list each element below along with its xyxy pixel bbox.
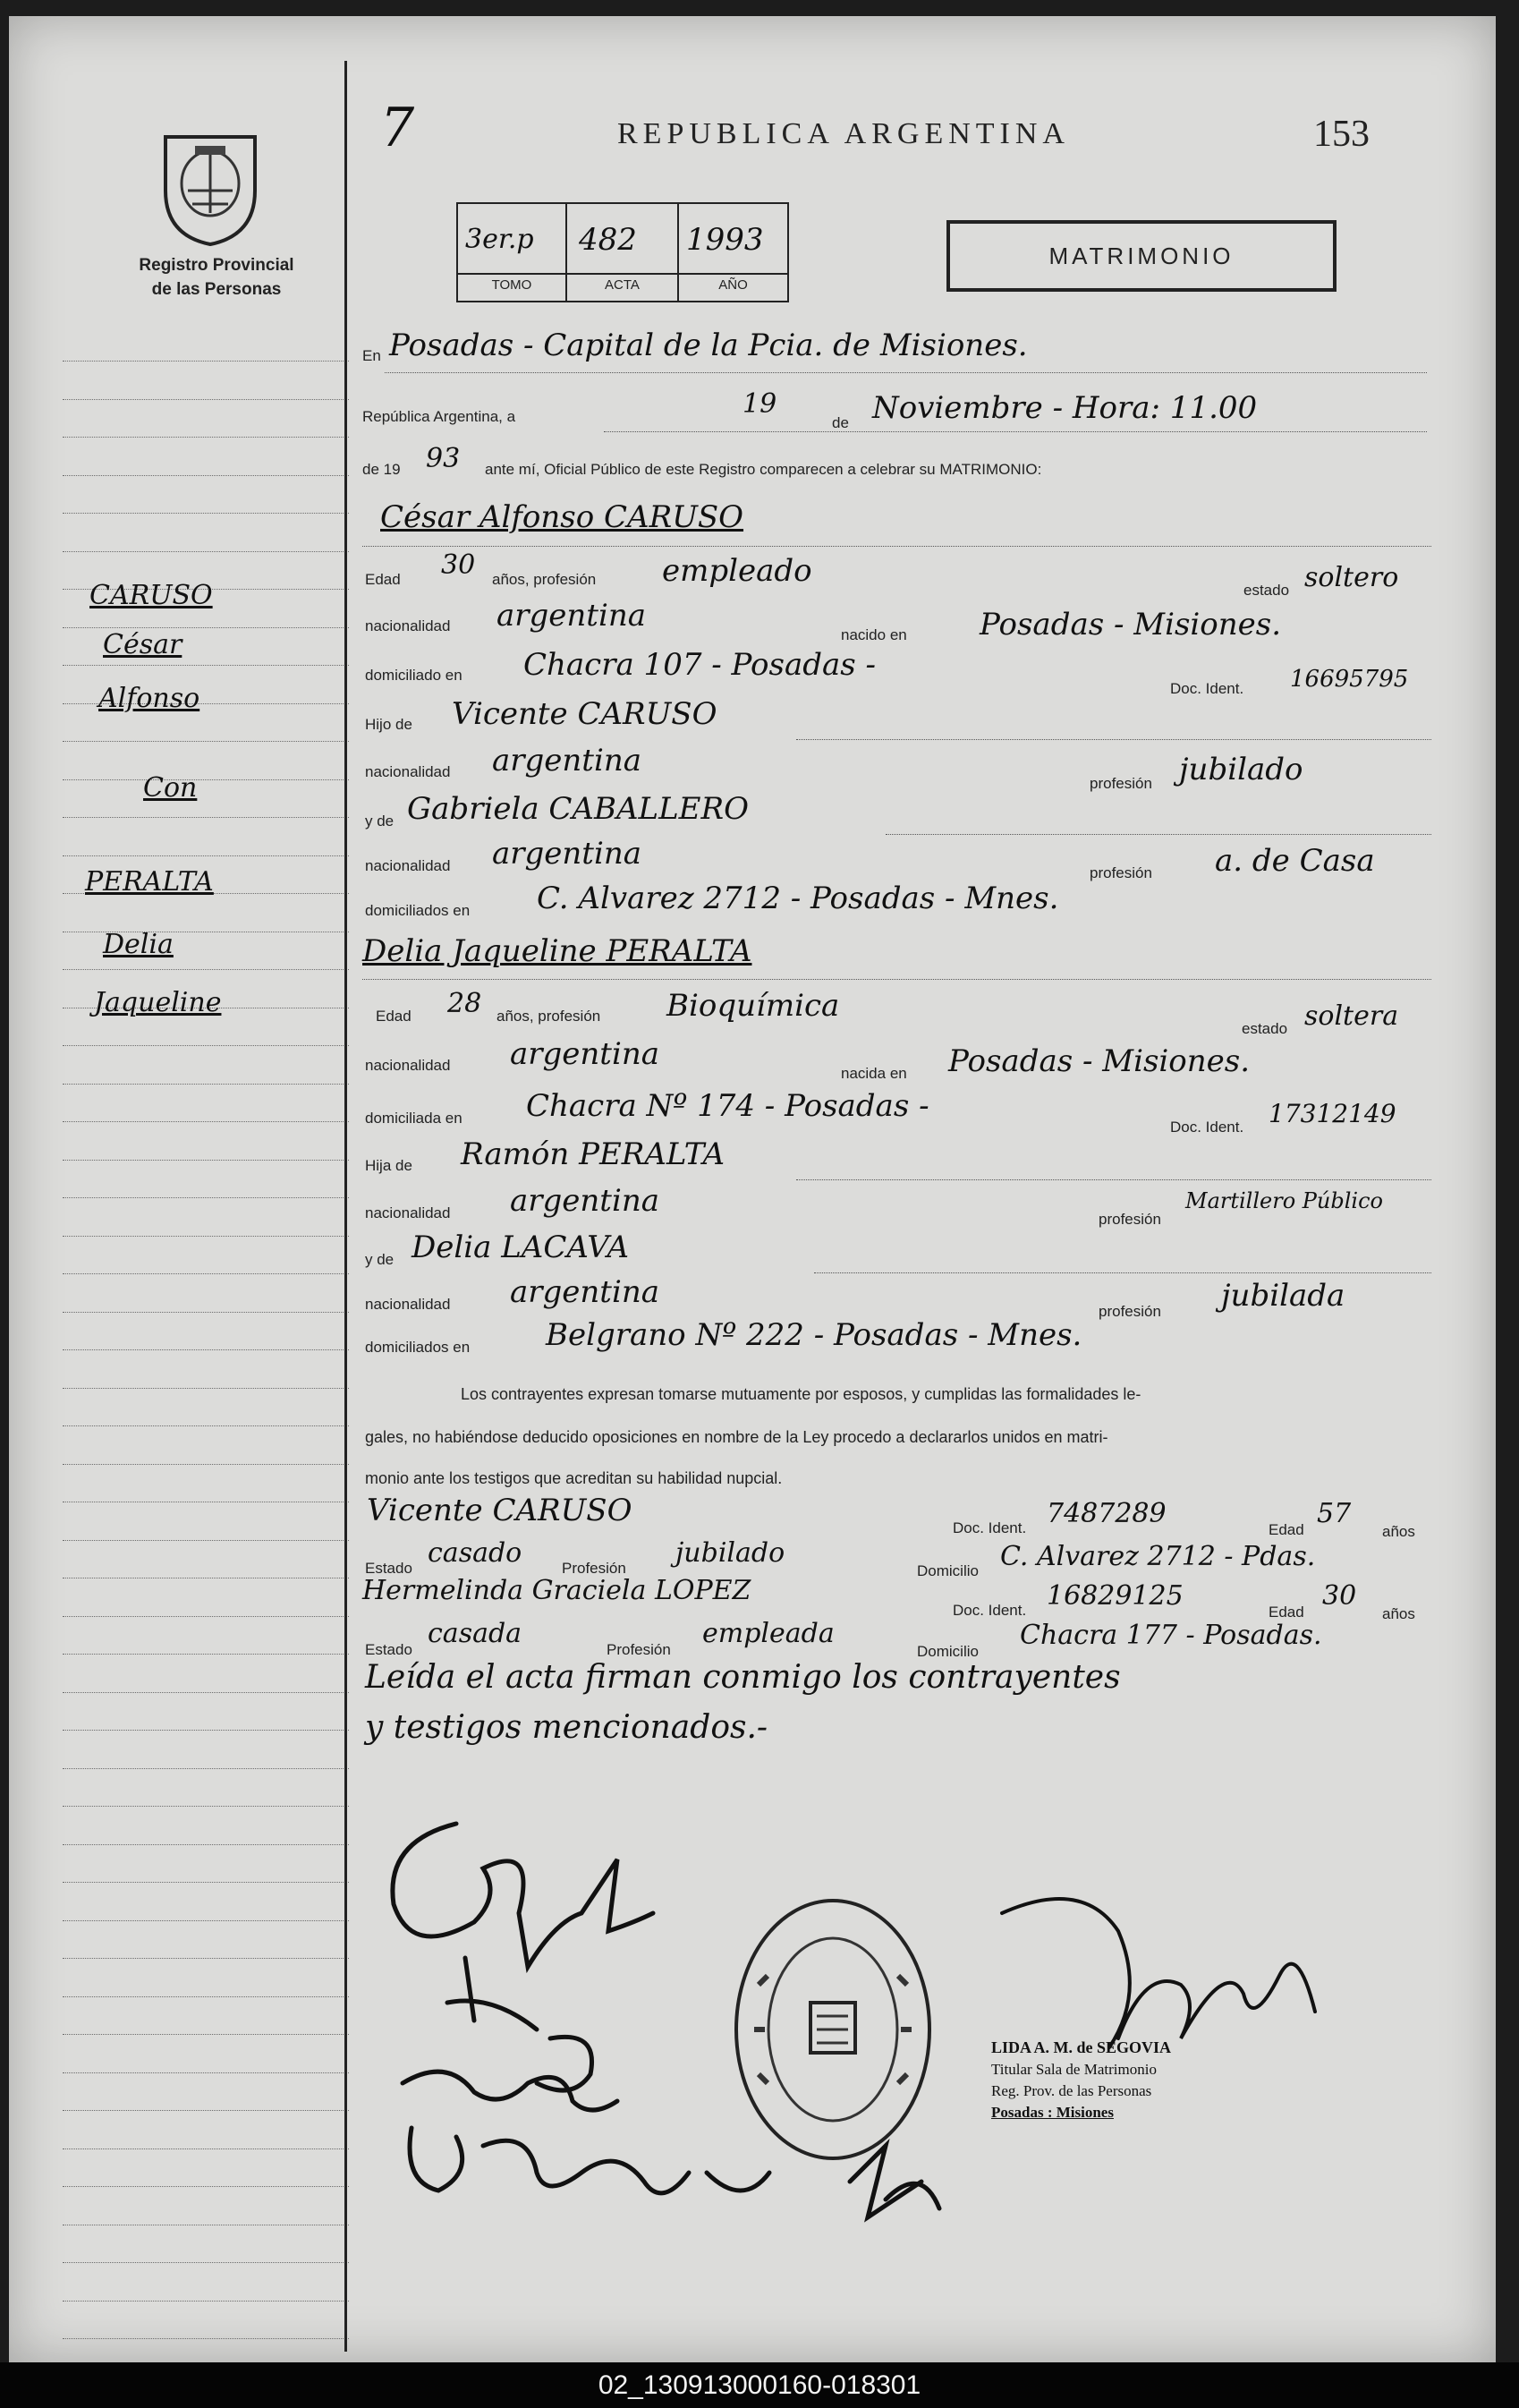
document-type-box	[946, 220, 1337, 292]
margin-rule-line	[63, 2034, 349, 2035]
record-box	[456, 202, 789, 302]
witness1-estado-label: Estado	[365, 1560, 412, 1577]
margin-rule-line	[63, 2186, 349, 2187]
margin-rule-line	[63, 817, 349, 818]
bride-mother-name: Delia LACAVA	[412, 1230, 630, 1265]
margin-name-alfonso: Alfonso	[98, 683, 200, 714]
official-signature-icon	[975, 1859, 1351, 2065]
bride-name: Delia Jaqueline PERALTA	[362, 933, 752, 969]
margin-rule-line	[63, 779, 349, 780]
margin-rule-line	[63, 1273, 349, 1274]
margin-rule-line	[63, 475, 349, 476]
witness1-civil-status: casado	[428, 1537, 522, 1569]
groom-parents-address: C. Alvarez 2712 - Posadas - Mnes.	[537, 881, 1059, 916]
groom-father-profession: jubilado	[1179, 752, 1303, 787]
margin-rule-line	[63, 513, 349, 514]
official-seal-icon	[732, 1895, 934, 2164]
republic-label: República Argentina, a	[362, 408, 516, 425]
margin-rule-line	[63, 1996, 349, 1997]
margin-name-delia: Delia	[103, 929, 174, 960]
stamp-line3: Reg. Prov. de las Personas	[991, 2082, 1152, 2099]
bride-doc-label: Doc. Ident.	[1170, 1119, 1244, 1136]
provincial-emblem-icon	[152, 128, 268, 249]
witness2-address: Chacra 177 - Posadas.	[1020, 1620, 1322, 1651]
groom-mother-profession: a. de Casa	[1215, 843, 1375, 879]
stamp-line4: Posadas : Misiones	[991, 2104, 1114, 2121]
document-type: MATRIMONIO	[1048, 243, 1235, 269]
witness1-doc-number: 7487289	[1047, 1498, 1167, 1529]
witness2-domicilio-label: Domicilio	[917, 1643, 979, 1660]
groom-domicilio-label: domiciliado en	[365, 667, 462, 684]
groom-anos-profesion-label: años, profesión	[492, 571, 597, 588]
groom-doc-label: Doc. Ident.	[1170, 680, 1244, 697]
groom-parents-dom-label: domiciliados en	[365, 902, 471, 919]
margin-rule-line	[63, 1616, 349, 1617]
witness2-civil-status: casada	[428, 1618, 522, 1649]
bride-mother-nationality-label: nacionalidad	[365, 1296, 451, 1313]
witness2-anos-label: años	[1382, 1605, 1415, 1622]
anio-label: AÑO	[718, 277, 748, 293]
groom-profession: empleado	[662, 553, 812, 589]
tomo-value: 3er.p	[465, 224, 534, 255]
margin-rule-line	[63, 1121, 349, 1122]
bride-birthplace: Posadas - Misiones.	[948, 1043, 1251, 1079]
place-value: Posadas - Capital de la Pcia. de Misiones.	[389, 328, 1028, 363]
tomo-label: TOMO	[491, 277, 532, 293]
witness1-domicilio-label: Domicilio	[917, 1562, 979, 1579]
bride-mother-profession-label: profesión	[1099, 1303, 1161, 1320]
margin-name-cesar: César	[103, 629, 182, 660]
bride-father-name: Ramón PERALTA	[461, 1136, 726, 1172]
groom-nacido-label: nacido en	[841, 626, 907, 643]
margin-rule-line	[63, 2301, 349, 2302]
witness2-profession: empleada	[702, 1618, 835, 1649]
declaration-line2: gales, no habiéndose deducido oposiciones en nombre de la Ley procedo a declararlos unidos en matri-	[365, 1428, 1108, 1446]
de-label: de	[832, 414, 849, 431]
margin-rule-line	[63, 1806, 349, 1807]
witness1-profession: jubilado	[675, 1537, 785, 1569]
margin-rule-line	[63, 2262, 349, 2263]
margin-rule-line	[63, 1844, 349, 1845]
groom-edad-label: Edad	[365, 571, 401, 588]
margin-rule-line	[63, 969, 349, 970]
intro-rest-label: ante mí, Oficial Público de este Registro comparecen a celebrar su MATRIMONIO:	[485, 461, 1042, 478]
bride-mother-label: y de	[365, 1251, 395, 1268]
margin-rule-line	[63, 1312, 349, 1313]
registry-name-line1: Registro Provincial	[139, 256, 294, 275]
margin-name-jaqueline: Jaqueline	[94, 987, 222, 1018]
witness2-doc-label: Doc. Ident.	[953, 1602, 1027, 1619]
witness2-profesion-label: Profesión	[607, 1641, 671, 1658]
margin-name-peralta: PERALTA	[85, 866, 214, 898]
year-suffix-value: 93	[426, 443, 461, 474]
margin-rule-line	[63, 1349, 349, 1350]
witness2-name: Hermelinda Graciela LOPEZ	[362, 1575, 751, 1606]
bride-mother-nationality: argentina	[510, 1274, 660, 1310]
bride-domicilio-label: domiciliada en	[365, 1110, 462, 1127]
margin-rule-line	[63, 551, 349, 552]
groom-father-nationality: argentina	[492, 743, 642, 779]
bride-profession: Bioquímica	[666, 988, 840, 1024]
bride-estado-label: estado	[1242, 1020, 1288, 1037]
bride-nacionalidad-label: nacionalidad	[365, 1057, 451, 1074]
margin-rule-line	[63, 1692, 349, 1693]
groom-father-nationality-label: nacionalidad	[365, 763, 451, 780]
bride-civil-status: soltera	[1304, 1000, 1399, 1032]
witness2-doc-number: 16829125	[1047, 1580, 1184, 1612]
margin-rule-line	[63, 1045, 349, 1046]
groom-name: César Alfonso CARUSO	[380, 499, 744, 535]
acta-value: 482	[579, 222, 637, 258]
margin-divider	[344, 61, 347, 2352]
bride-father-nationality: argentina	[510, 1183, 660, 1219]
groom-estado-label: estado	[1243, 582, 1290, 599]
footer-caption: 02_130913000160-018301	[0, 2362, 1519, 2408]
en-label: En	[362, 347, 381, 364]
bride-nationality: argentina	[510, 1036, 660, 1072]
margin-rule-line	[63, 2110, 349, 2111]
margin-rule-line	[63, 741, 349, 742]
groom-nacionalidad-label: nacionalidad	[365, 617, 451, 634]
witness1-age: 57	[1317, 1498, 1352, 1529]
anio-value: 1993	[686, 222, 764, 258]
margin-mark: 7	[380, 97, 415, 159]
witness1-doc-label: Doc. Ident.	[953, 1519, 1027, 1536]
bride-parents-address: Belgrano Nº 222 - Posadas - Mnes.	[546, 1317, 1082, 1353]
closing-line1: Leída el acta firman conmigo los contrayentes	[365, 1659, 1121, 1696]
bride-doc-number: 17312149	[1269, 1099, 1396, 1128]
groom-mother-label: y de	[365, 813, 395, 830]
month-time-value: Noviembre - Hora: 11.00	[872, 390, 1258, 426]
bride-nacida-label: nacida en	[841, 1065, 907, 1082]
margin-rule-line	[63, 2072, 349, 2073]
groom-mother-nationality-label: nacionalidad	[365, 857, 451, 874]
page-number: 153	[1313, 114, 1370, 155]
groom-age: 30	[441, 549, 476, 581]
witness1-edad-label: Edad	[1269, 1521, 1304, 1538]
registry-name-line2: de las Personas	[151, 280, 282, 299]
witness1-name: Vicente CARUSO	[367, 1493, 632, 1528]
groom-father-profession-label: profesión	[1090, 775, 1152, 792]
margin-rule-line	[63, 855, 349, 856]
groom-address: Chacra 107 - Posadas -	[523, 647, 877, 683]
margin-rule-line	[63, 1464, 349, 1465]
witness2-age: 30	[1322, 1580, 1357, 1612]
margin-rule-line	[63, 1160, 349, 1161]
margin-rule-line	[63, 1425, 349, 1426]
groom-mother-nationality: argentina	[492, 836, 642, 872]
bride-address: Chacra Nº 174 - Posadas -	[526, 1088, 929, 1124]
groom-birthplace: Posadas - Misiones.	[980, 607, 1282, 642]
stamp-line2: Titular Sala de Matrimonio	[991, 2061, 1157, 2078]
margin-rule-line	[63, 627, 349, 628]
witness1-anos-label: años	[1382, 1523, 1415, 1540]
margin-rule-line	[63, 1540, 349, 1541]
bride-parents-dom-label: domiciliados en	[365, 1339, 471, 1356]
witness2-edad-label: Edad	[1269, 1604, 1304, 1621]
declaration-line3: monio ante los testigos que acreditan su habilidad nupcial.	[365, 1469, 783, 1487]
groom-father-name: Vicente CARUSO	[452, 696, 717, 732]
declaration-line1: Los contrayentes expresan tomarse mutuamente por esposos, y cumplidas las formalidades le-	[461, 1385, 1141, 1403]
margin-rule-line	[63, 399, 349, 400]
margin-rule-line	[63, 1197, 349, 1198]
groom-nationality: argentina	[496, 598, 647, 634]
bride-edad-label: Edad	[376, 1008, 412, 1025]
republic-title: REPUBLICA ARGENTINA	[617, 117, 1070, 150]
margin-rule-line	[63, 361, 349, 362]
groom-civil-status: soltero	[1304, 562, 1399, 593]
margin-rule-line	[63, 1768, 349, 1769]
margin-rule-line	[63, 1084, 349, 1085]
margin-rule-line	[63, 1958, 349, 1959]
margin-rule-line	[63, 1388, 349, 1389]
official-stamp	[991, 2038, 1313, 2122]
margin-name-caruso: CARUSO	[89, 580, 213, 611]
groom-mother-profession-label: profesión	[1090, 864, 1152, 881]
witness1-profesion-label: Profesión	[562, 1560, 626, 1577]
margin-rule-line	[63, 1236, 349, 1237]
bride-father-profession-label: profesión	[1099, 1211, 1161, 1228]
witness1-address: C. Alvarez 2712 - Pdas.	[1000, 1541, 1316, 1572]
bride-anos-profesion-label: años, profesión	[496, 1008, 601, 1025]
margin-rule-line	[63, 1882, 349, 1883]
margin-rule-line	[63, 437, 349, 438]
year-prefix-label: de 19	[362, 461, 401, 478]
margin-rule-line	[63, 1730, 349, 1731]
margin-rule-line	[63, 2338, 349, 2339]
groom-doc-number: 16695795	[1290, 666, 1409, 693]
day-value: 19	[743, 388, 777, 420]
witness2-estado-label: Estado	[365, 1641, 412, 1658]
closing-line2: y testigos mencionados.-	[365, 1709, 768, 1746]
bride-age: 28	[447, 988, 482, 1019]
bride-mother-profession: jubilada	[1221, 1278, 1345, 1314]
margin-rule-line	[63, 1654, 349, 1655]
bride-father-label: Hija de	[365, 1157, 412, 1174]
margin-rule-line	[63, 1920, 349, 1921]
bride-father-nationality-label: nacionalidad	[365, 1204, 451, 1221]
bride-father-profession: Martillero Público	[1185, 1188, 1383, 1213]
groom-father-label: Hijo de	[365, 716, 412, 733]
margin-rule-line	[63, 665, 349, 666]
register-page	[9, 16, 1496, 2362]
margin-rule-line	[63, 2148, 349, 2149]
groom-mother-name: Gabriela CABALLERO	[407, 791, 749, 827]
stamp-line1: LIDA A. M. de SEGOVIA	[991, 2038, 1172, 2056]
margin-name-con: Con	[143, 772, 198, 804]
acta-label: ACTA	[605, 277, 640, 293]
